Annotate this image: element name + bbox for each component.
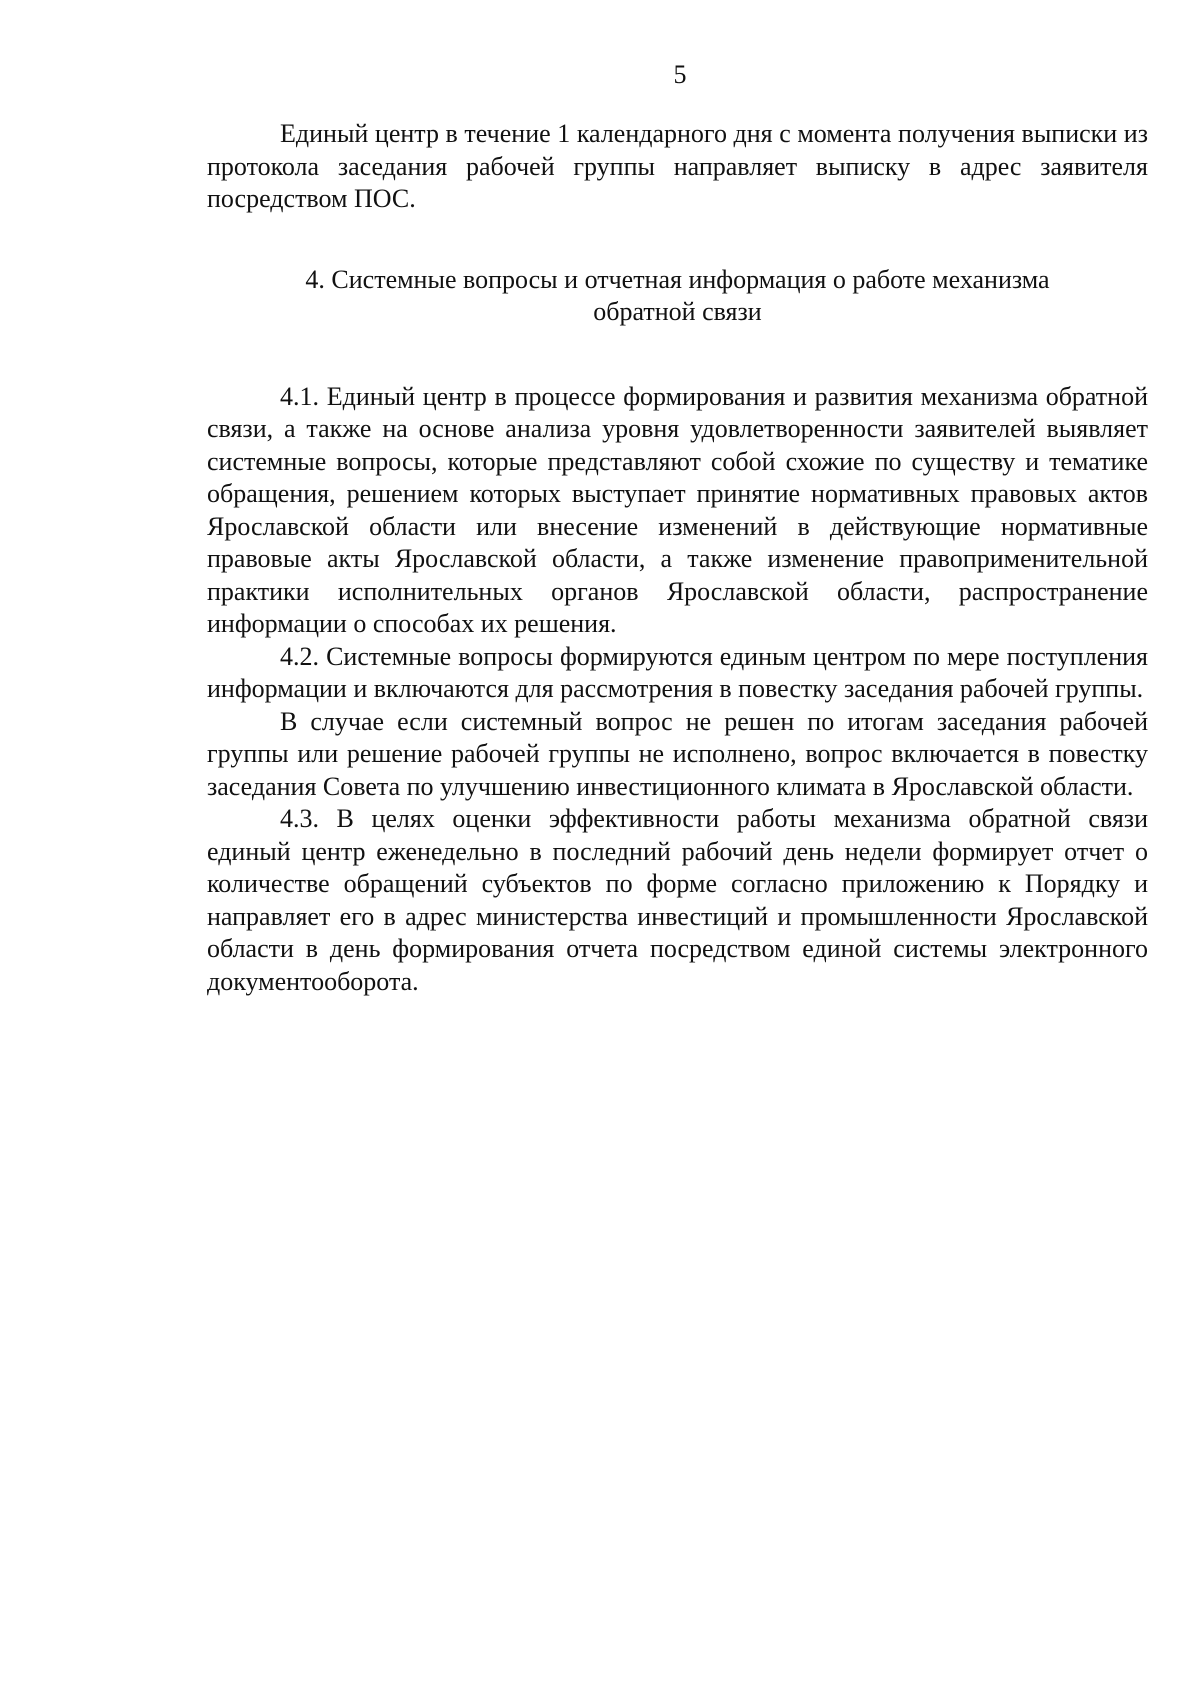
paragraph-4-2: 4.2. Системные вопросы формируются единым центром по мере поступления информации и включаются для рассмотрения в повестку заседания рабочей группы. <box>207 641 1148 703</box>
paragraph-4-1: 4.1. Единый центр в процессе формирования и развития механизма обратной связи, а также на основе анализа уровня удовлетворенности заявителей выявляет системные вопросы, которые представляют собой схожие по существу и тематике обращения, решением которых выступает принятие нормативных правовых актов Ярославской области или внесение изменений в действующие нормативные правовые акты Ярославской области, а также изменение правоприменительной практики исполнительных органов Ярославской области, распространение информации о способах их решения. <box>207 381 1148 638</box>
page-number: 5 <box>673 60 687 89</box>
paragraph-4-3: 4.3. В целях оценки эффективности работы механизма обратной связи единый центр еженедельно в последний рабочий день недели формирует отчет о количестве обращений субъектов по форме согласно приложению к Порядку и направляет его в адрес министерства инвестиций и промышленности Ярославской области в день формирования отчета посредством единой системы электронного документооборота. <box>207 804 1148 996</box>
document-body <box>207 118 1148 998</box>
section-heading-line2: обратной связи <box>593 297 762 326</box>
section-heading-line1: 4. Системные вопросы и отчетная информация о работе механизма <box>305 264 1050 294</box>
intro-paragraph: Единый центр в течение 1 календарного дня с момента получения выписки из протокола заседания рабочей группы направляет выписку в адрес заявителя посредством ПОС. <box>207 119 1148 213</box>
section-heading <box>207 264 1148 329</box>
paragraph-4-2-continuation: В случае если системный вопрос не решен по итогам заседания рабочей группы или решение рабочей группы не исполнено, вопрос включается в повестку заседания Совета по улучшению инвестиционного климата в Ярославской области. <box>207 706 1148 801</box>
